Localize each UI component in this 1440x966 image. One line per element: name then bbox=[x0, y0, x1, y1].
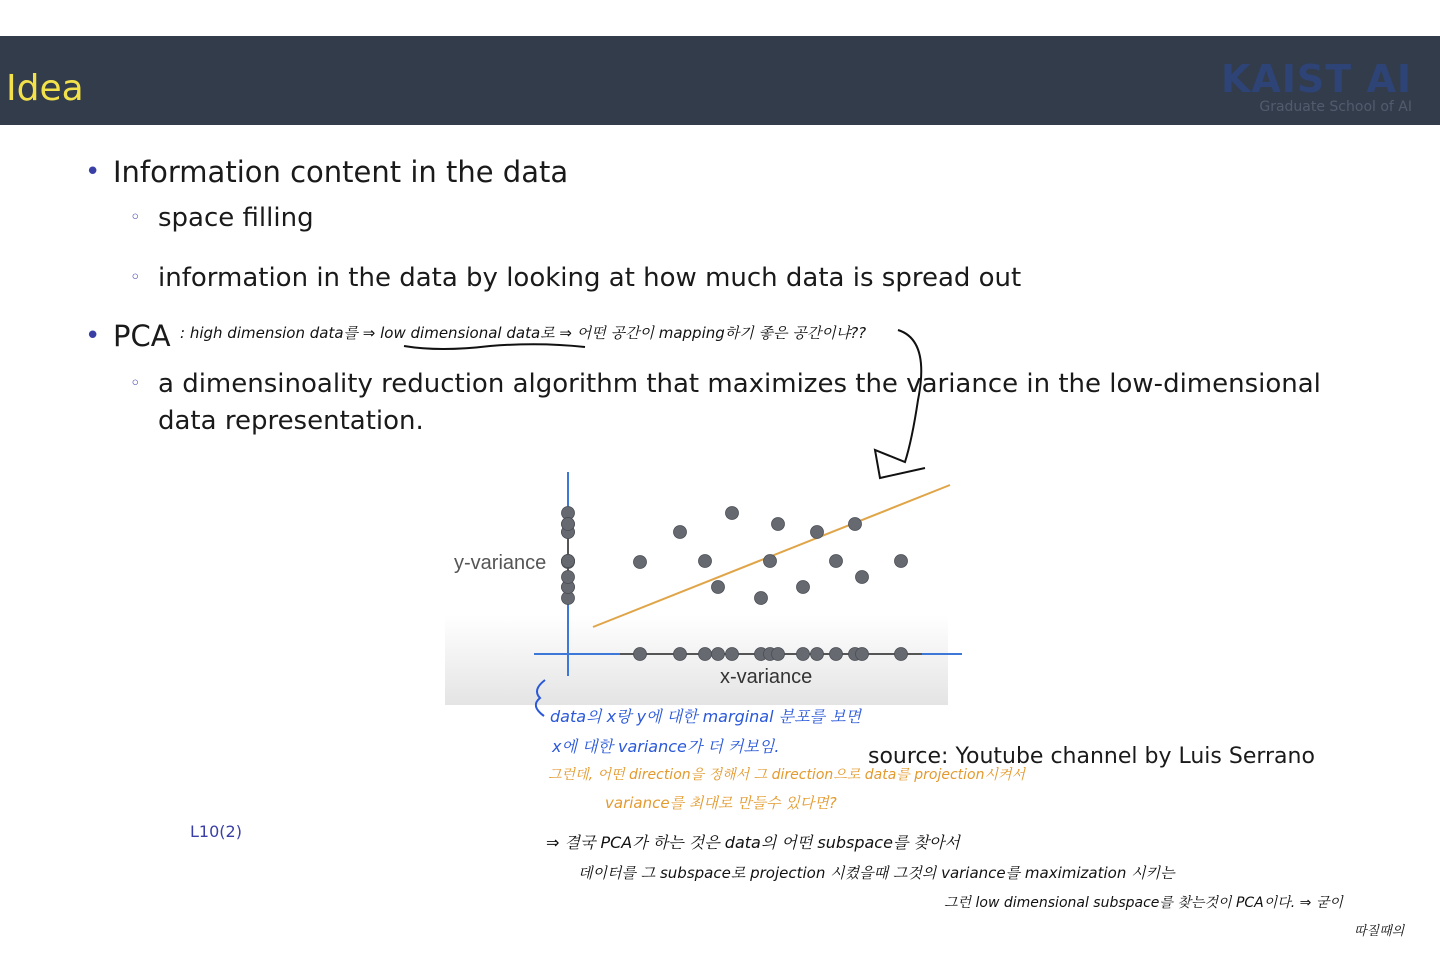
x-projection-point bbox=[674, 648, 687, 661]
sub-bullet-continuation: data representation. bbox=[158, 406, 424, 436]
x-projection-point bbox=[895, 648, 908, 661]
slide-title: Idea bbox=[6, 68, 84, 109]
data-point bbox=[699, 555, 712, 568]
x-projection-point bbox=[797, 648, 810, 661]
data-point bbox=[764, 555, 777, 568]
sub-bullet-text: information in the data by looking at how much data is spread out bbox=[158, 263, 1022, 293]
x-projection-point bbox=[811, 648, 824, 661]
y-projection-point bbox=[562, 571, 575, 584]
sub-bullet-ring-icon: ◦ bbox=[130, 207, 141, 228]
data-point bbox=[726, 507, 739, 520]
data-point bbox=[849, 518, 862, 531]
handwritten-blue-2: x에 대한 variance가 더 커보임. bbox=[552, 737, 780, 756]
x-projection-point bbox=[726, 648, 739, 661]
data-point bbox=[830, 555, 843, 568]
x-axis-label: x-variance bbox=[720, 666, 813, 688]
data-point bbox=[755, 592, 768, 605]
handwritten-black-3: 그런 low dimensional subspace를 찾는것이 PCA이다. ⇒ 굳이 bbox=[944, 895, 1343, 911]
source-citation: source: Youtube channel by Luis Serrano bbox=[868, 744, 1315, 769]
x-projection-point bbox=[772, 648, 785, 661]
x-projection-point bbox=[856, 648, 869, 661]
y-axis-label: y-variance bbox=[454, 552, 547, 574]
bullet-text: Information content in the data bbox=[113, 155, 569, 189]
logo-text: KAIST AI bbox=[1220, 57, 1412, 101]
x-projection-point bbox=[830, 648, 843, 661]
sub-bullet-ring-icon: ◦ bbox=[130, 373, 141, 394]
handwritten-underline bbox=[404, 344, 585, 349]
data-point bbox=[811, 526, 824, 539]
sub-bullet-text: space filling bbox=[158, 203, 314, 233]
handwritten-black-4: 따질때의 bbox=[1354, 924, 1405, 939]
handwritten-pca-note: : high dimension data를 ⇒ low dimensional data로 ⇒ 어떤 공간이 mapping하기 좋은 공간이냐?? bbox=[180, 324, 867, 342]
figure-shade bbox=[445, 615, 948, 705]
handwritten-orange-2: variance를 최대로 만들수 있다면? bbox=[605, 794, 837, 812]
sub-bullet-ring-icon: ◦ bbox=[130, 267, 141, 288]
data-point bbox=[895, 555, 908, 568]
data-point bbox=[772, 518, 785, 531]
bullet-dot-icon: • bbox=[85, 157, 101, 187]
x-projection-point bbox=[712, 648, 725, 661]
bullet-text: PCA bbox=[113, 319, 171, 353]
handwritten-black-1: ⇒ 결국 PCA가 하는 것은 data의 어떤 subspace를 찾아서 bbox=[546, 833, 960, 852]
handwritten-arrow bbox=[875, 330, 925, 478]
x-projection-point bbox=[699, 648, 712, 661]
data-point bbox=[797, 581, 810, 594]
data-point bbox=[856, 571, 869, 584]
x-projection-point bbox=[634, 648, 647, 661]
data-point bbox=[712, 581, 725, 594]
y-projection-point bbox=[562, 555, 575, 568]
data-point bbox=[674, 526, 687, 539]
handwritten-blue-1: data의 x랑 y에 대한 marginal 분포를 보면 bbox=[550, 707, 862, 726]
bullet-dot-icon: • bbox=[85, 321, 101, 351]
data-point bbox=[634, 556, 647, 569]
handwritten-black-2: 데이터를 그 subspace로 projection 시켰을때 그것의 variance를 maximization 시키는 bbox=[578, 864, 1175, 882]
handwritten-orange-1: 그런데, 어떤 direction을 정해서 그 direction으로 data를 projection시켜서 bbox=[548, 767, 1026, 783]
logo-subtitle: Graduate School of AI bbox=[1259, 99, 1412, 115]
sub-bullet-text: a dimensinoality reduction algorithm that maximizes the variance in the low-dimensional bbox=[158, 369, 1321, 399]
y-projection-point bbox=[562, 518, 575, 531]
slide-number: L10(2) bbox=[190, 822, 242, 841]
